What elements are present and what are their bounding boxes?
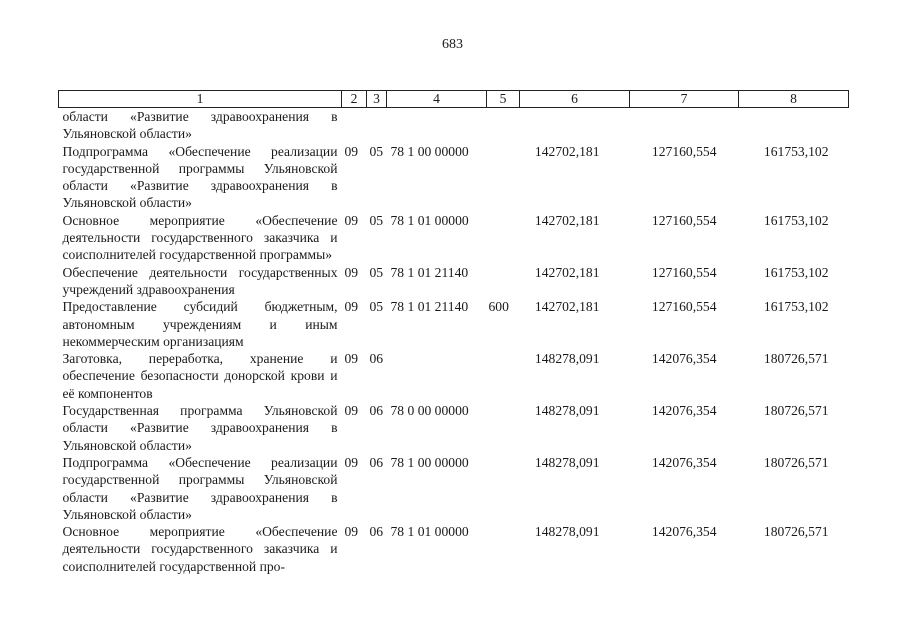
row-subsection: 06	[369, 454, 384, 470]
table-row	[59, 264, 849, 299]
row-expense-type: 600	[488, 299, 509, 315]
row-amount-col8: 161753,102	[763, 212, 829, 228]
row-expense-type	[487, 454, 520, 523]
row-expense-type	[487, 402, 520, 454]
row-amount-col7	[630, 108, 739, 143]
row-amount-col6: 142702,181	[534, 264, 600, 280]
row-expense-type	[487, 212, 520, 264]
row-expense-type	[487, 523, 520, 575]
budget-table-container	[58, 90, 848, 575]
column-number-header-row	[59, 91, 849, 108]
row-subsection: 06	[369, 351, 384, 367]
row-subsection: 05	[369, 264, 384, 280]
column-header-1: 1	[59, 91, 342, 108]
table-row	[59, 212, 849, 264]
row-subsection: 05	[369, 143, 384, 159]
row-amount-col8: 180726,571	[763, 524, 829, 540]
row-amount-col7: 142076,354	[651, 351, 717, 367]
row-amount-col8: 180726,571	[763, 403, 829, 419]
row-subsection: 06	[369, 524, 384, 540]
row-amount-col6: 142702,181	[534, 299, 600, 315]
row-name: Основное мероприятие «Обеспечение деятельности государственного заказчика и соисполнителей государственной про-	[62, 524, 338, 574]
row-target-article: 78 0 00 00000	[390, 403, 469, 419]
row-amount-col7: 127160,554	[651, 212, 717, 228]
row-expense-type	[487, 143, 520, 212]
row-target-article: 78 1 01 00000	[390, 212, 469, 228]
row-section: 09	[344, 299, 359, 315]
column-header-8: 8	[739, 91, 849, 108]
row-amount-col7: 142076,354	[651, 454, 717, 470]
page-number: 683	[442, 37, 463, 52]
table-row	[59, 350, 849, 402]
row-section: 09	[344, 264, 359, 280]
column-header-2: 2	[342, 91, 367, 108]
table-row	[59, 523, 849, 575]
row-amount-col6: 148278,091	[534, 351, 600, 367]
row-subsection: 06	[369, 403, 384, 419]
table-row	[59, 298, 849, 350]
row-amount-col7: 127160,554	[651, 264, 717, 280]
row-amount-col6: 148278,091	[534, 524, 600, 540]
row-subsection: 05	[369, 212, 384, 228]
row-amount-col8: 161753,102	[763, 143, 829, 159]
row-expense-type	[487, 264, 520, 299]
row-target-article	[387, 350, 487, 402]
row-target-article: 78 1 00 00000	[390, 143, 469, 159]
row-amount-col7: 142076,354	[651, 403, 717, 419]
row-name: Предоставление субсидий бюджетным, автономным учреждениям и иным некоммерческим организациям	[62, 299, 338, 349]
row-target-article: 78 1 01 00000	[390, 524, 469, 540]
row-name: Заготовка, переработка, хранение и обеспечение безопасности донорской крови и её компонентов	[62, 351, 338, 401]
row-target-article: 78 1 00 00000	[390, 454, 469, 470]
row-expense-type	[487, 108, 520, 143]
row-amount-col7: 142076,354	[651, 524, 717, 540]
row-amount-col6: 142702,181	[534, 212, 600, 228]
row-section	[342, 108, 367, 143]
column-header-5: 5	[487, 91, 520, 108]
column-header-3: 3	[367, 91, 387, 108]
row-amount-col6: 148278,091	[534, 454, 600, 470]
row-target-article	[387, 108, 487, 143]
table-row	[59, 402, 849, 454]
row-amount-col6	[520, 108, 630, 143]
row-amount-col6: 142702,181	[534, 143, 600, 159]
row-name: области «Развитие здравоохранения в Ульяновской области»	[62, 109, 338, 142]
column-header-4: 4	[387, 91, 487, 108]
row-name: Подпрограмма «Обеспечение реализации государственной программы Ульяновской области «Развитие здравоохранения в Ульяновской области»	[62, 454, 338, 522]
row-amount-col8	[739, 108, 849, 143]
row-subsection: 05	[369, 299, 384, 315]
budget-table	[58, 90, 849, 575]
row-amount-col8: 161753,102	[763, 299, 829, 315]
row-expense-type	[487, 350, 520, 402]
row-section: 09	[344, 403, 359, 419]
row-section: 09	[344, 454, 359, 470]
row-amount-col8: 180726,571	[763, 454, 829, 470]
row-section: 09	[344, 212, 359, 228]
row-target-article: 78 1 01 21140	[390, 264, 469, 280]
row-amount-col7: 127160,554	[651, 299, 717, 315]
row-amount-col8: 161753,102	[763, 264, 829, 280]
row-name: Обеспечение деятельности государственных учреждений здравоохранения	[62, 264, 338, 297]
row-name: Подпрограмма «Обеспечение реализации государственной программы Ульяновской области «Развитие здравоохранения в Ульяновской области»	[62, 143, 338, 211]
row-amount-col6: 148278,091	[534, 403, 600, 419]
row-target-article: 78 1 01 21140	[390, 299, 469, 315]
row-section: 09	[344, 524, 359, 540]
column-header-7: 7	[630, 91, 739, 108]
row-amount-col8: 180726,571	[763, 351, 829, 367]
table-row	[59, 108, 849, 143]
row-name: Основное мероприятие «Обеспечение деятельности государственного заказчика и соисполнителей государственной программы»	[62, 212, 338, 263]
row-amount-col7: 127160,554	[651, 143, 717, 159]
row-name: Государственная программа Ульяновской области «Развитие здравоохранения в Ульяновской области»	[62, 403, 338, 453]
table-row	[59, 143, 849, 212]
row-subsection	[367, 108, 387, 143]
row-section: 09	[344, 351, 359, 367]
row-section: 09	[344, 143, 359, 159]
table-row	[59, 454, 849, 523]
column-header-6: 6	[520, 91, 630, 108]
